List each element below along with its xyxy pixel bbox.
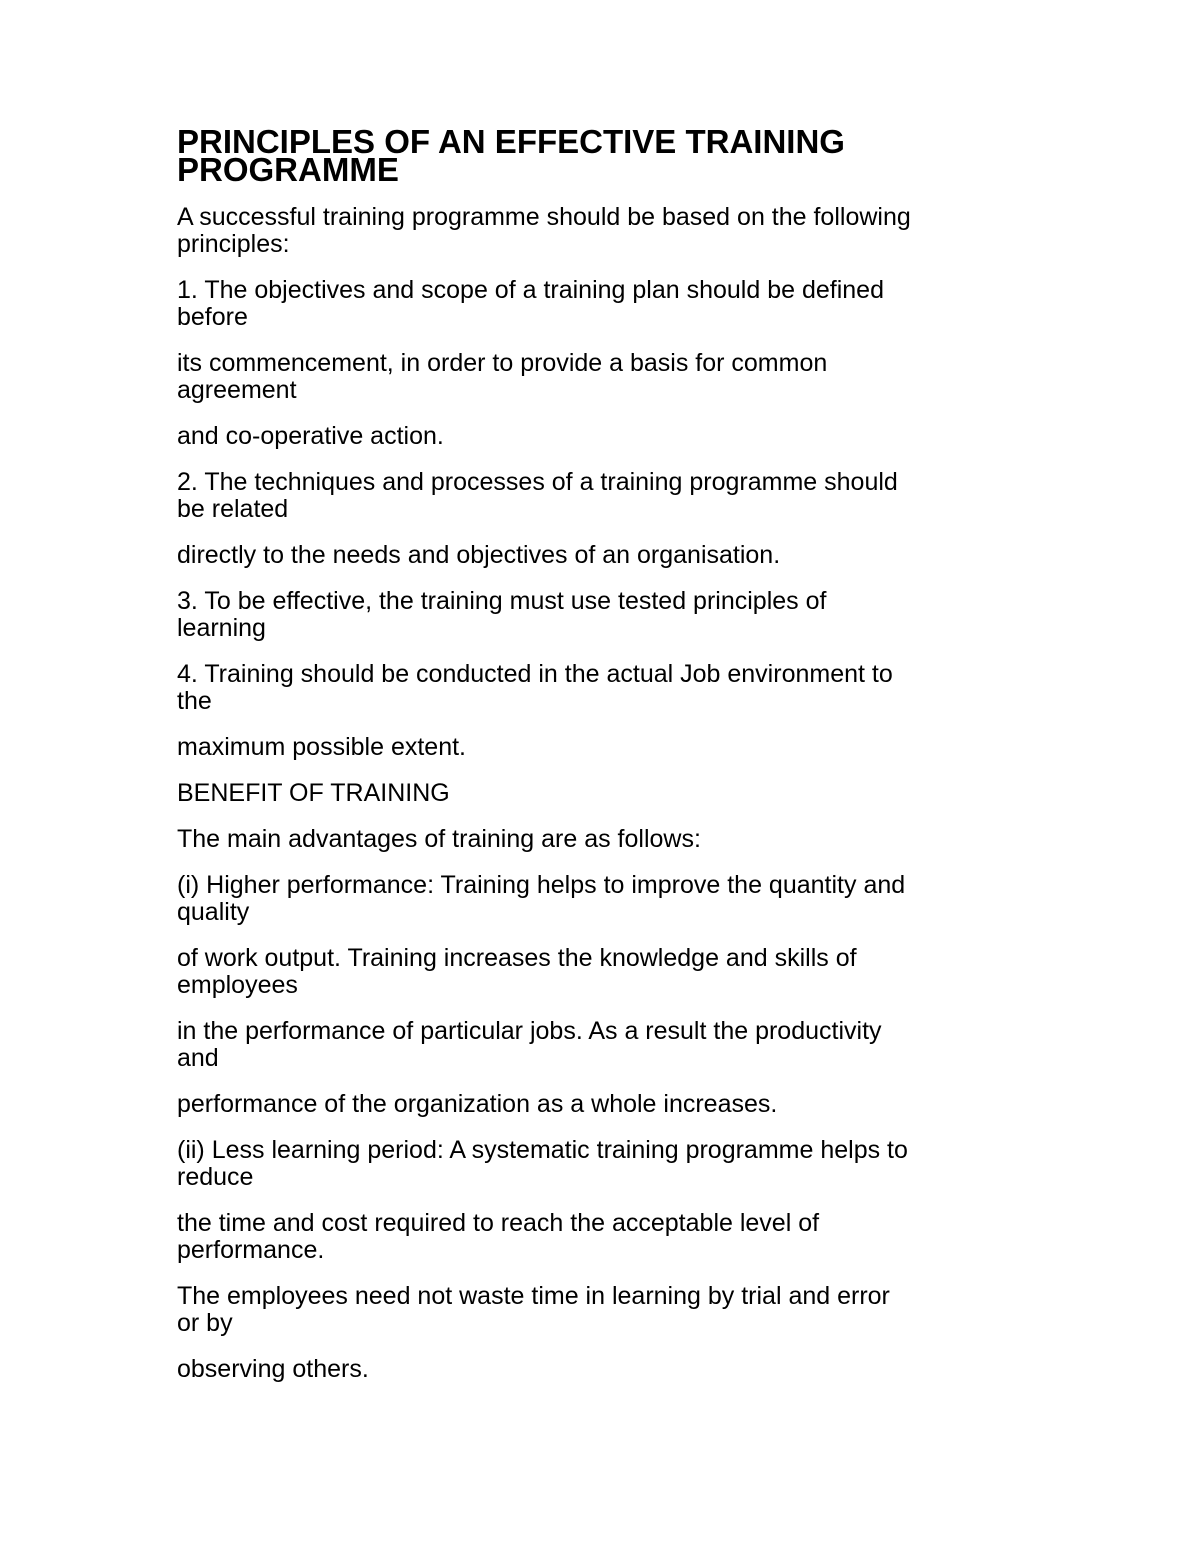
- paragraph-line: of work output. Training increases the knowledge and skills of: [177, 944, 857, 972]
- paragraph-line: be related: [177, 495, 289, 523]
- paragraph-line: agreement: [177, 376, 297, 404]
- paragraph-line: 2. The techniques and processes of a training programme should: [177, 468, 898, 496]
- paragraph-line: before: [177, 303, 248, 331]
- paragraph-line: quality: [177, 898, 250, 926]
- paragraph-line: 4. Training should be conducted in the actual Job environment to: [177, 660, 893, 688]
- paragraph: [177, 469, 1037, 523]
- paragraph-line: (i) Higher performance: Training helps to improve the quantity and: [177, 871, 906, 899]
- paragraph: [177, 1283, 1037, 1337]
- paragraph-line: principles:: [177, 230, 290, 258]
- title-line-2: PROGRAMME: [177, 151, 399, 188]
- paragraph: [177, 734, 1037, 761]
- paragraph: [177, 945, 1037, 999]
- paragraph: [177, 1018, 1037, 1072]
- paragraph: [177, 1091, 1037, 1118]
- paragraph: [177, 1137, 1037, 1191]
- document-title: [177, 123, 1037, 188]
- paragraph-line: the: [177, 687, 212, 715]
- paragraph: [177, 542, 1037, 569]
- paragraph: [177, 826, 1037, 853]
- paragraph-line: directly to the needs and objectives of an organisation.: [177, 541, 781, 569]
- paragraph-line: A successful training programme should be based on the following: [177, 203, 911, 231]
- paragraph-line: BENEFIT OF TRAINING: [177, 779, 450, 807]
- paragraph-line: 1. The objectives and scope of a training plan should be defined: [177, 276, 884, 304]
- paragraph: [177, 1210, 1037, 1264]
- paragraph-line: (ii) Less learning period: A systematic training programme helps to: [177, 1136, 908, 1164]
- paragraph: [177, 780, 1037, 807]
- paragraph-line: the time and cost required to reach the acceptable level of: [177, 1209, 820, 1237]
- paragraph-list: [177, 204, 1037, 1383]
- paragraph: [177, 423, 1037, 450]
- paragraph-line: 3. To be effective, the training must use tested principles of: [177, 587, 827, 615]
- paragraph: [177, 661, 1037, 715]
- paragraph: [177, 872, 1037, 926]
- paragraph: [177, 277, 1037, 331]
- paragraph-line: and: [177, 1044, 219, 1072]
- paragraph: [177, 204, 1037, 258]
- paragraph-line: its commencement, in order to provide a basis for common: [177, 349, 828, 377]
- paragraph-line: and co-operative action.: [177, 422, 444, 450]
- document-body: [177, 123, 1037, 1402]
- paragraph-line: in the performance of particular jobs. As a result the productivity: [177, 1017, 882, 1045]
- paragraph-line: or by: [177, 1309, 233, 1337]
- paragraph-line: performance.: [177, 1236, 325, 1264]
- paragraph: [177, 588, 1037, 642]
- paragraph-line: learning: [177, 614, 266, 642]
- paragraph-line: The main advantages of training are as follows:: [177, 825, 701, 853]
- title-line-1: PRINCIPLES OF AN EFFECTIVE TRAINING: [177, 123, 845, 160]
- paragraph-line: employees: [177, 971, 298, 999]
- paragraph-line: reduce: [177, 1163, 254, 1191]
- paragraph-line: The employees need not waste time in learning by trial and error: [177, 1282, 890, 1310]
- paragraph: [177, 1356, 1037, 1383]
- paragraph-line: observing others.: [177, 1355, 369, 1383]
- paragraph-line: performance of the organization as a whole increases.: [177, 1090, 778, 1118]
- paragraph: [177, 350, 1037, 404]
- paragraph-line: maximum possible extent.: [177, 733, 467, 761]
